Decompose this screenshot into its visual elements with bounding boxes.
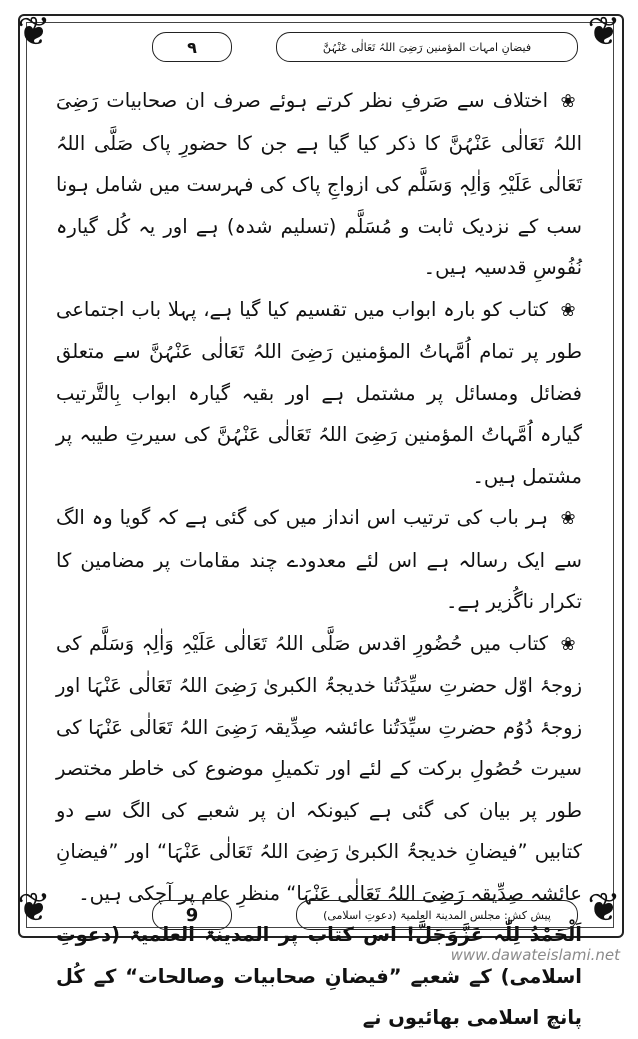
page-header: [60, 30, 578, 64]
paragraph: [56, 289, 582, 498]
header-title: فیضانِ امہات المؤمنین رَضِیَ اللہُ تَعَالٰی عَنْہُنَّ: [276, 32, 578, 62]
header-page-number: ۹: [152, 32, 232, 62]
footer-page-number: 9: [152, 900, 232, 930]
site-watermark: www.dawateislami.net: [450, 946, 620, 964]
paragraph: [56, 497, 582, 623]
corner-ornament-icon: ❦: [587, 9, 621, 55]
paragraph-text: ہر باب کی ترتیب اس انداز میں کی گئی ہے کہ گویا وہ الگ سے ایک رسالہ ہے اس لئے معدودے چند مقامات پر مضامین کا تکرار ناگُزیر ہے۔: [56, 506, 582, 613]
paragraph-text: اَلْحَمْدُ لِلّٰہ عَزَّوَجَلَّ! اس کتاب پر المدینۃ العلمیۃ (دعوتِ اسلامی) کے شعبے ”فیضانِ صحابیات وصالحات“ کے کُل پانچ اسلامی بھائیوں نے: [56, 923, 582, 1029]
flower-bullet-icon: ❀: [560, 299, 576, 321]
paragraph: [56, 914, 582, 1039]
flower-bullet-icon: ❀: [560, 508, 576, 529]
corner-ornament-icon: ❦: [587, 885, 621, 931]
footer-publisher: پیش کش: مجلس المدینۃ العلمیۃ (دعوتِ اسلامی): [296, 900, 578, 930]
flower-bullet-icon: ❀: [560, 91, 576, 112]
corner-ornament-icon: ❦: [17, 9, 51, 55]
paragraph: [56, 80, 582, 289]
paragraph-text: کتاب کو بارہ ابواب میں تقسیم کیا گیا ہے، پہلا باب اجتماعی طور پر تمام اُمَّہاتُ المؤمنین رَضِیَ اللہُ تَعَالٰی عَنْہُنَّ سے متعلق فضائل ومسائل پر مشتمل ہے اور بقیہ گیارہ ابواب بِالتَّرتیب گیارہ اُمَّہاتُ المؤمنین رَضِیَ اللہُ تَعَالٰی عَنْہُنَّ کی سیرتِ طیبہ پر مشتمل ہیں۔: [56, 297, 582, 488]
paragraph-text: کتاب میں حُضُورِ اقدس صَلَّی اللہُ تَعَالٰی عَلَیْہِ وَاٰلِہٖ وَسَلَّم کی زوجۂ اوّل حضرتِ سیِّدَتُنا خدیجۃُ الکبریٰ رَضِیَ اللہُ تَعَالٰی عَنْہَا اور زوجۂ دُوُم حضرتِ سیِّدَتُنا عائشہ صِدِّیقہ رَضِیَ اللہُ تَعَالٰی عَنْہَا کی سیرت حُصُولِ برکت کے لئے اور تکمیلِ موضوع کی خاطر مختصر طور پر بیان کی گئی ہے کیونکہ ان پر شعبے کی الگ سے دو کتابیں ”فیضانِ خدیجۃُ الکبریٰ رَضِیَ اللہُ تَعَالٰی عَنْہَا“ اور ”فیضانِ عائشہ صِدِّیقہ رَضِیَ اللہُ تَعَالٰی عَنْہَا“ منظرِ عام پر آچکی ہیں۔: [56, 631, 582, 905]
page-footer: [60, 898, 578, 932]
paragraph-text: اختلاف سے صَرفِ نظر کرتے ہوئے صرف ان صحابیات رَضِیَ اللہُ تَعَالٰی عَنْہُنَّ کا ذکر کیا گیا ہے جن کا حضورِ پاک صَلَّی اللہُ تَعَالٰی عَلَیْہِ وَاٰلِہٖ وَسَلَّم کی ازواجِ پاک کی فہرست میں شامل ہونا سب کے نزدیک ثابت و مُسَلَّم (تسلیم شدہ) ہے اور یہ کُل گیارہ نُفُوسِ قدسیہ ہیں۔: [56, 89, 582, 279]
page-body: [56, 80, 582, 1039]
paragraph: [56, 623, 582, 915]
corner-ornament-icon: ❦: [17, 885, 51, 931]
flower-bullet-icon: ❀: [560, 633, 576, 655]
